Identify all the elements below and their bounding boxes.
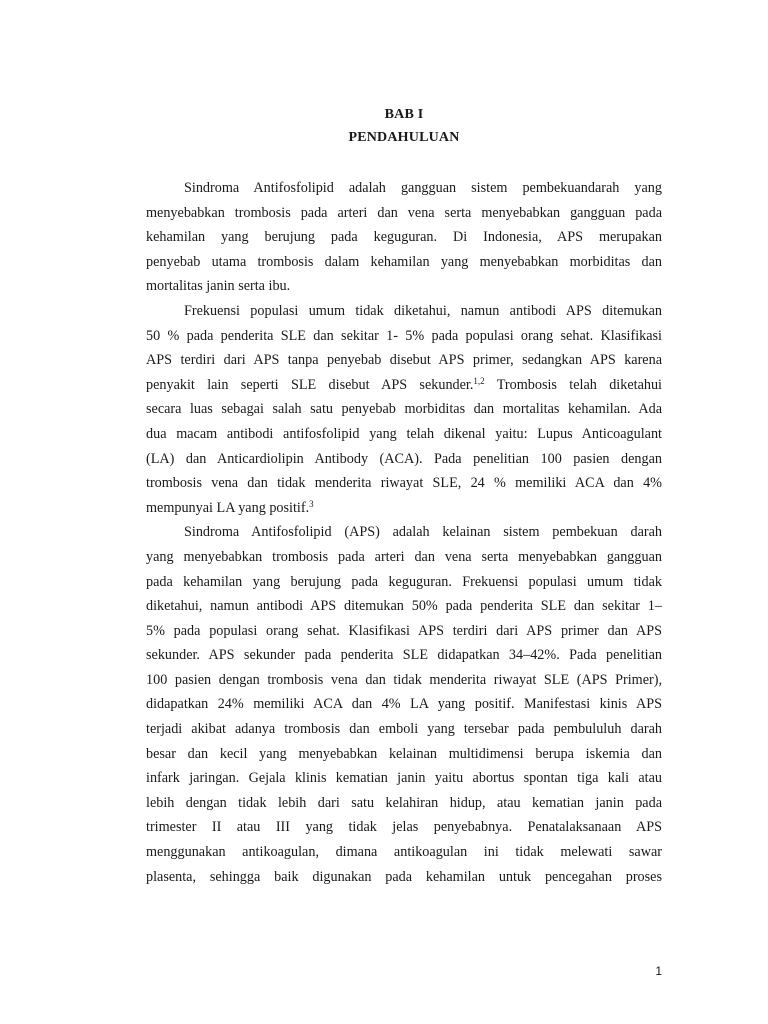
text-line xyxy=(146,250,662,275)
text-line xyxy=(146,619,662,644)
text-line xyxy=(146,815,662,840)
text-line xyxy=(146,643,662,668)
text-line xyxy=(146,865,662,890)
line-text: lebih dengan tidak lebih dari satu kelahiran hidup, atau kematian janin pada xyxy=(146,794,662,811)
text-line xyxy=(146,520,662,545)
text-line xyxy=(146,791,662,816)
text-line xyxy=(146,717,662,742)
line-text: mortalitas janin serta ibu. xyxy=(146,278,291,295)
body-text xyxy=(146,176,662,889)
line-text: besar dan kecil yang menyebabkan kelainan multidimensi berupa iskemia dan xyxy=(146,745,662,762)
line-text: Sindroma Antifosfolipid adalah gangguan sistem pembekuandarah yang xyxy=(184,180,662,196)
line-text: dua macam antibodi antifosfolipid yang telah dikenal yaitu: Lupus Anticoagulant xyxy=(146,425,662,442)
line-text: secara luas sebagai salah satu penyebab morbiditas dan mortalitas kehamilan. Ada xyxy=(146,401,662,418)
line-text: Frekuensi populasi umum tidak diketahui, namun antibodi APS ditemukan xyxy=(184,302,662,319)
text-line xyxy=(146,176,662,201)
line-text: kehamilan yang berujung pada keguguran. Di Indonesia, APS merupakan xyxy=(146,229,662,246)
text-line xyxy=(146,766,662,791)
page-number: 1 xyxy=(655,964,662,978)
line-text: (LA) dan Anticardiolipin Antibody (ACA). Pada penelitian 100 pasien dengan xyxy=(146,450,662,467)
text-line xyxy=(146,545,662,570)
page-title: PENDAHULUAN xyxy=(348,130,460,145)
text-line xyxy=(146,422,662,447)
text-line xyxy=(146,324,662,349)
line-text: mempunyai LA yang positif. xyxy=(146,499,310,516)
line-text: terjadi akibat adanya trombosis dan emboli yang tersebar pada pembululuh darah xyxy=(146,721,662,738)
line-text: sekunder. APS sekunder pada penderita SLE didapatkan 34–42%. Pada penelitian xyxy=(146,647,662,664)
line-text: pada kehamilan yang berujung pada keguguran. Frekuensi populasi umum tidak xyxy=(146,573,662,590)
citation-superscript: 3 xyxy=(309,498,314,509)
text-line xyxy=(146,668,662,693)
text-line xyxy=(146,299,662,324)
line-text: infark jaringan. Gejala klinis kematian janin yaitu abortus spontan tiga kali atau xyxy=(146,770,662,787)
line-text-after-citation: Trombosis telah diketahui xyxy=(484,376,662,393)
text-line xyxy=(146,496,662,521)
line-text: APS terdiri dari APS tanpa penyebab disebut APS primer, sedangkan APS karena xyxy=(146,352,662,369)
text-line xyxy=(146,840,662,865)
line-text: 5% pada populasi orang sehat. Klasifikasi APS terdiri dari APS primer dan APS xyxy=(146,622,662,639)
line-text: penyebab utama trombosis dalam kehamilan yang menyebabkan morbiditas dan xyxy=(146,253,662,270)
text-line xyxy=(146,594,662,619)
chapter-label: BAB I xyxy=(384,107,424,122)
line-text: didapatkan 24% memiliki ACA dan 4% LA yang positif. Manifestasi kinis APS xyxy=(146,696,662,713)
line-text: menggunakan antikoagulan, dimana antikoagulan ini tidak melewati sawar xyxy=(146,844,662,861)
text-line xyxy=(146,274,662,299)
line-text: plasenta, sehingga baik digunakan pada kehamilan untuk pencegahan proses xyxy=(146,868,662,885)
line-text: penyakit lain seperti SLE disebut APS sekunder. xyxy=(146,376,474,393)
line-text: Sindroma Antifosfolipid (APS) adalah kelainan sistem pembekuan darah xyxy=(184,524,662,541)
text-line xyxy=(146,201,662,226)
line-text: yang menyebabkan trombosis pada arteri dan vena serta menyebabkan gangguan xyxy=(146,548,662,565)
text-line xyxy=(146,692,662,717)
text-line xyxy=(146,447,662,472)
text-line xyxy=(146,742,662,767)
text-line xyxy=(146,348,662,373)
line-text: 100 pasien dengan trombosis vena dan tidak menderita riwayat SLE (APS Primer), xyxy=(146,671,662,688)
text-line xyxy=(146,373,662,398)
line-text: 50 % pada penderita SLE dan sekitar 1- 5% pada populasi orang sehat. Klasifikasi xyxy=(146,327,662,344)
text-line xyxy=(146,471,662,496)
text-line xyxy=(146,570,662,595)
text-line xyxy=(146,225,662,250)
line-text: trimester II atau III yang tidak jelas penyebabnya. Penatalaksanaan APS xyxy=(146,819,662,836)
line-text: menyebabkan trombosis pada arteri dan vena serta menyebabkan gangguan pada xyxy=(146,204,662,221)
line-text: trombosis vena dan tidak menderita riwayat SLE, 24 % memiliki ACA dan 4% xyxy=(146,475,662,492)
citation-superscript: 1,2 xyxy=(473,375,485,386)
text-line xyxy=(146,397,662,422)
line-text: diketahui, namun antibodi APS ditemukan 50% pada penderita SLE dan sekitar 1– xyxy=(146,598,662,615)
